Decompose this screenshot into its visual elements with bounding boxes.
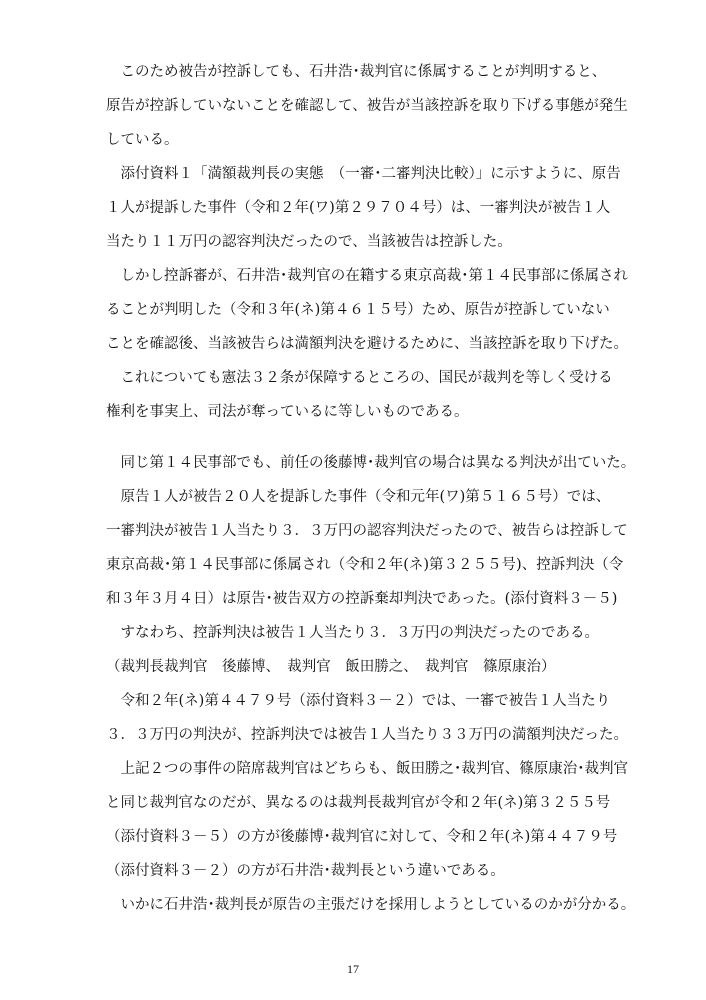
text-line: 和３年３月４日）は原告･被告双方の控訴棄却判決であった。(添付資料３－５) (106, 591, 618, 607)
text-line: 当たり１１万円の認容判決だったので、当該被告は控訴した。 (106, 234, 512, 250)
text-line: （添付資料３－５）の方が後藤博･裁判官に対して、令和２年(ネ)第４４７９号 (106, 829, 618, 845)
text-line: 令和２年(ネ)第４４７９号（添付資料３－２）では、一審で被告１人当たり (106, 693, 611, 709)
text-line: 権利を事実上、司法が奪っているに等しいものである。 (106, 404, 469, 420)
text-line: このため被告が控訴しても、石井浩･裁判官に係属することが判明すると、 (106, 64, 607, 80)
text-line: 上記２つの事件の陪席裁判官はどちらも、飯田勝之･裁判官、篠原康治･裁判官 (106, 761, 628, 777)
text-line: （裁判長裁判官 後藤博、 裁判官 飯田勝之、 裁判官 篠原康治） (106, 659, 556, 675)
text-line: と同じ裁判官なのだが、異なるのは裁判長裁判官が令和２年(ネ)第３２５５号 (106, 795, 611, 811)
page-number: 17 (347, 962, 359, 976)
text-line: これについても憲法３２条が保障するところの、国民が裁判を等しく受ける (106, 370, 613, 386)
text-line: 原告１人が被告２０人を提訴した事件（令和元年(ワ)第５１６５号）では、 (106, 489, 611, 505)
text-line: ３．３万円の判決が、控訴判決では被告１人当たり３３万円の満額判決だった。 (106, 727, 628, 743)
text-line: １人が提訴した事件（令和２年(ワ)第２９７０４号）は、一審判決が被告１人 (106, 200, 611, 216)
text-line: ことを確認後、当該被告らは満額判決を避けるために、当該控訴を取り下げた。 (106, 336, 628, 352)
text-line: している。 (106, 132, 179, 148)
text-line: すなわち、控訴判決は被告１人当たり３．３万円の判決だったのである。 (106, 625, 599, 641)
text-line: しかし控訴審が、石井浩･裁判官の在籍する東京高裁･第１４民事部に係属され (106, 268, 628, 284)
text-line: 原告が控訴していないことを確認して、被告が当該控訴を取り下げる事態が発生 (106, 98, 628, 114)
text-line: ることが判明した（令和３年(ネ)第４６１５号）ため、原告が控訴していない (106, 302, 610, 318)
text-line: いかに石井浩･裁判長が原告の主張だけを採用しようとしているのかが分かる。 (106, 897, 636, 913)
text-line: 同じ第１４民事部でも、前任の後藤博･裁判官の場合は異なる判決が出ていた。 (106, 455, 636, 471)
text-line: 東京高裁･第１４民事部に係属され（令和２年(ネ)第３２５５号)、控訴判決（令 (106, 557, 624, 573)
text-line: 添付資料１「満額裁判長の実態 （一審･二審判決比較）」に示すように、原告 (106, 166, 621, 182)
text-line: 一審判決が被告１人当たり３．３万円の認容判決だったので、被告らは控訴して (106, 523, 628, 539)
text-line: （添付資料３－２）の方が石井浩･裁判長という違いである。 (106, 863, 505, 879)
